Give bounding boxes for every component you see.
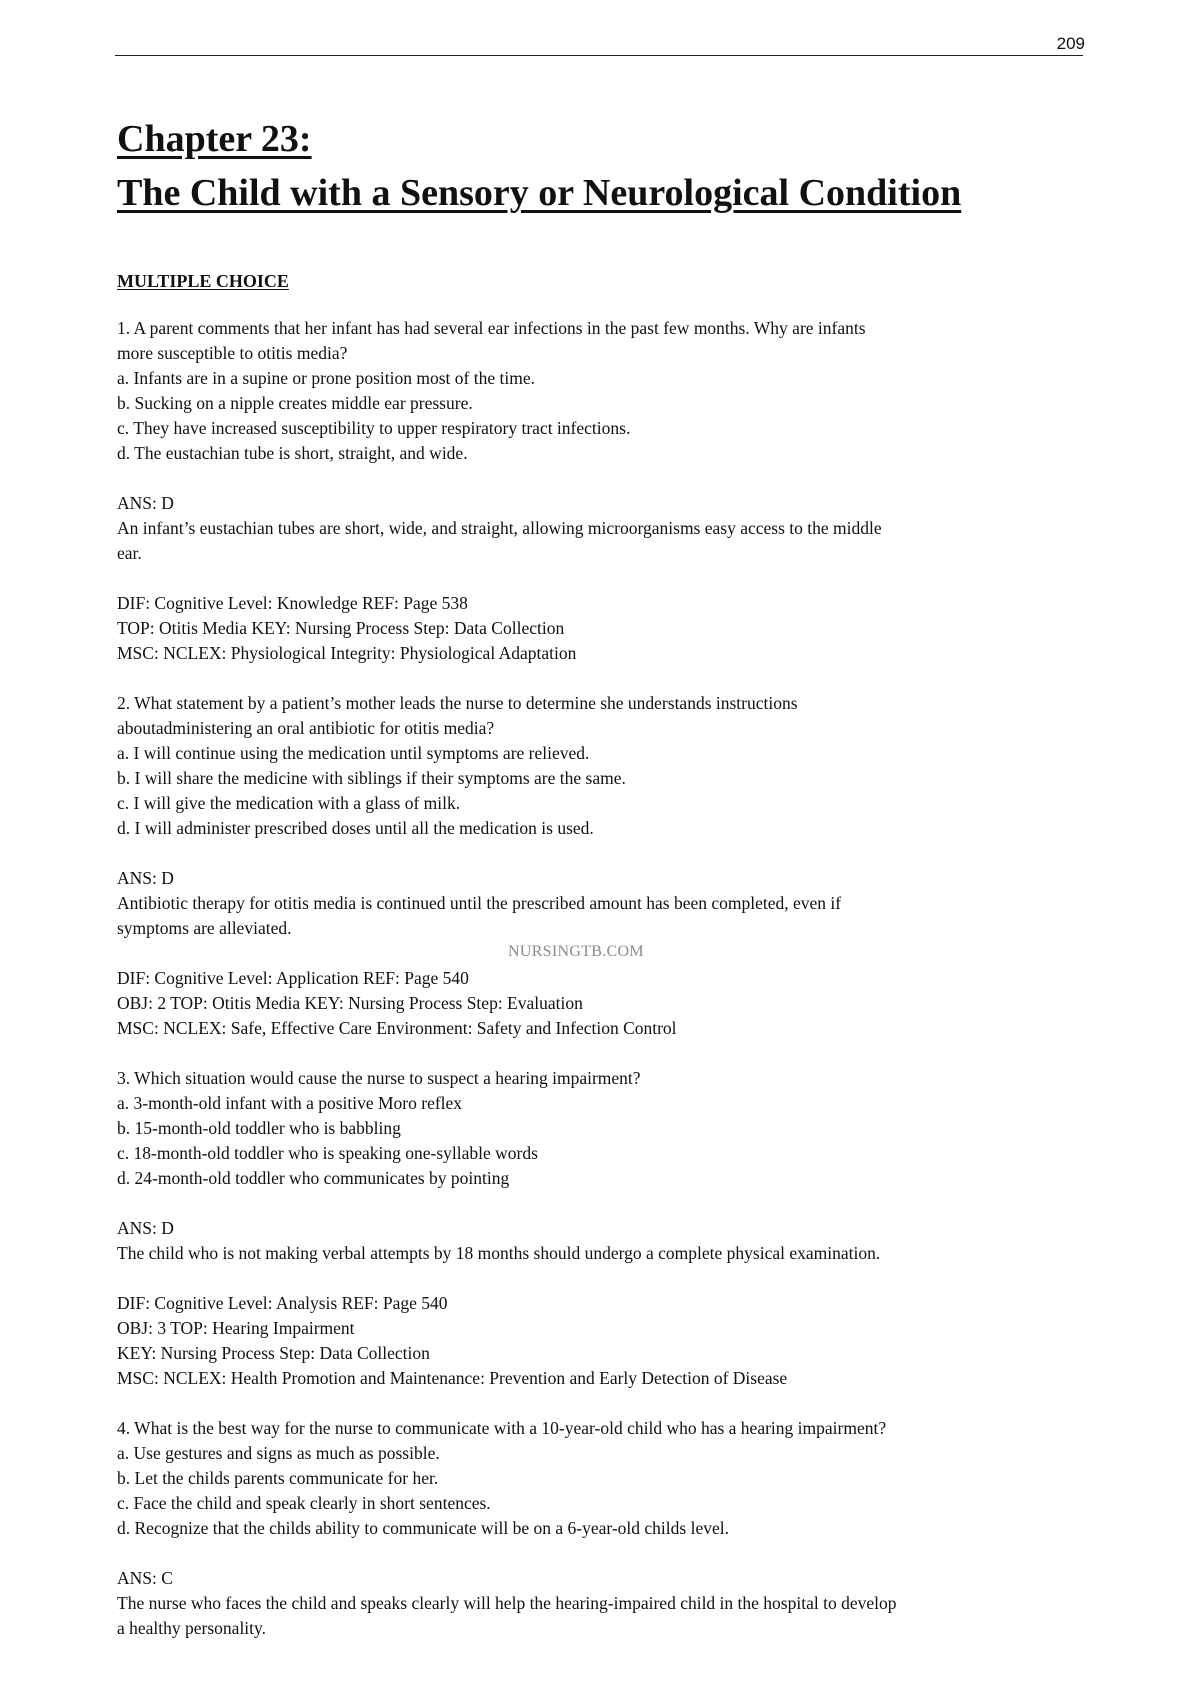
meta-line: DIF: Cognitive Level: Analysis REF: Page 540	[117, 1293, 448, 1313]
page-number: 209	[1056, 34, 1085, 53]
question-metadata	[117, 966, 1082, 1041]
answer-block	[117, 1216, 1082, 1266]
rationale-line: An infant’s eustachian tubes are short, wide, and straight, allowing microorganisms easy access to the middle	[117, 518, 882, 538]
option-c: c. I will give the medication with a glass of milk.	[117, 793, 461, 813]
question-stem	[117, 316, 1082, 366]
option-d: d. I will administer prescribed doses until all the medication is used.	[117, 818, 594, 838]
meta-line: MSC: NCLEX: Health Promotion and Maintenance: Prevention and Early Detection of Disease	[117, 1368, 788, 1388]
header-rule	[115, 55, 1083, 56]
option-a: a. I will continue using the medication until symptoms are relieved.	[117, 743, 590, 763]
answer-options	[117, 1091, 1082, 1191]
question-1	[117, 316, 1082, 666]
section-heading: MULTIPLE CHOICE	[117, 271, 289, 291]
option-a: a. 3-month-old infant with a positive Moro reflex	[117, 1093, 463, 1113]
rationale-line: symptoms are alleviated.	[117, 918, 292, 938]
question-4	[117, 1416, 1082, 1641]
stem-line: 2. What statement by a patient’s mother leads the nurse to determine she understands instructions	[117, 693, 798, 713]
answer-block	[117, 491, 1082, 566]
chapter-subtitle: The Child with a Sensory or Neurological Condition	[117, 172, 962, 214]
answer-block	[117, 866, 1082, 941]
rationale-line: a healthy personality.	[117, 1618, 267, 1638]
answer-key: ANS: D	[117, 868, 174, 888]
option-c: c. They have increased susceptibility to upper respiratory tract infections.	[117, 418, 631, 438]
meta-line: MSC: NCLEX: Safe, Effective Care Environment: Safety and Infection Control	[117, 1018, 677, 1038]
question-metadata	[117, 1291, 1082, 1391]
answer-key: ANS: D	[117, 493, 174, 513]
chapter-number: Chapter 23:	[117, 118, 312, 160]
stem-line: 1. A parent comments that her infant has had several ear infections in the past few months. Why are infants	[117, 318, 866, 338]
stem-line: aboutadministering an oral antibiotic for otitis media?	[117, 718, 495, 738]
option-c: c. 18-month-old toddler who is speaking one-syllable words	[117, 1143, 538, 1163]
chapter-title	[117, 112, 1082, 220]
meta-line: DIF: Cognitive Level: Knowledge REF: Page 538	[117, 593, 468, 613]
meta-line: KEY: Nursing Process Step: Data Collection	[117, 1343, 430, 1363]
answer-options	[117, 366, 1082, 466]
option-a: a. Infants are in a supine or prone position most of the time.	[117, 368, 535, 388]
meta-line: MSC: NCLEX: Physiological Integrity: Physiological Adaptation	[117, 643, 577, 663]
rationale-line: Antibiotic therapy for otitis media is continued until the prescribed amount has been completed, even if	[117, 893, 842, 913]
question-metadata	[117, 591, 1082, 666]
option-b: b. Sucking on a nipple creates middle ear pressure.	[117, 393, 473, 413]
option-d: d. Recognize that the childs ability to communicate will be on a 6-year-old childs level.	[117, 1518, 729, 1538]
option-b: b. 15-month-old toddler who is babbling	[117, 1118, 401, 1138]
option-b: b. Let the childs parents communicate for her.	[117, 1468, 439, 1488]
answer-options	[117, 1441, 1082, 1541]
option-d: d. 24-month-old toddler who communicates by pointing	[117, 1168, 510, 1188]
question-stem	[117, 1416, 1082, 1441]
meta-line: DIF: Cognitive Level: Application REF: Page 540	[117, 968, 469, 988]
option-d: d. The eustachian tube is short, straight, and wide.	[117, 443, 468, 463]
question-stem	[117, 691, 1082, 741]
page-content	[117, 112, 1082, 1641]
option-c: c. Face the child and speak clearly in short sentences.	[117, 1493, 491, 1513]
question-3	[117, 1066, 1082, 1391]
rationale-line: ear.	[117, 543, 142, 563]
rationale-line: The nurse who faces the child and speaks clearly will help the hearing-impaired child in the hospital to develop	[117, 1593, 897, 1613]
meta-line: OBJ: 2 TOP: Otitis Media KEY: Nursing Process Step: Evaluation	[117, 993, 583, 1013]
rationale-line: The child who is not making verbal attempts by 18 months should undergo a complete physical examination.	[117, 1243, 881, 1263]
question-2	[117, 691, 1082, 1041]
option-b: b. I will share the medicine with siblings if their symptoms are the same.	[117, 768, 626, 788]
question-stem	[117, 1066, 1082, 1091]
answer-block	[117, 1566, 1082, 1641]
option-a: a. Use gestures and signs as much as possible.	[117, 1443, 440, 1463]
watermark-text: NURSINGTB.COM	[508, 943, 644, 960]
stem-line: more susceptible to otitis media?	[117, 343, 348, 363]
answer-key: ANS: D	[117, 1218, 174, 1238]
meta-line: TOP: Otitis Media KEY: Nursing Process Step: Data Collection	[117, 618, 565, 638]
answer-key: ANS: C	[117, 1568, 173, 1588]
stem-line: 3. Which situation would cause the nurse to suspect a hearing impairment?	[117, 1068, 641, 1088]
stem-line: 4. What is the best way for the nurse to communicate with a 10-year-old child who has a hearing impairment?	[117, 1418, 887, 1438]
answer-options	[117, 741, 1082, 841]
meta-line: OBJ: 3 TOP: Hearing Impairment	[117, 1318, 355, 1338]
